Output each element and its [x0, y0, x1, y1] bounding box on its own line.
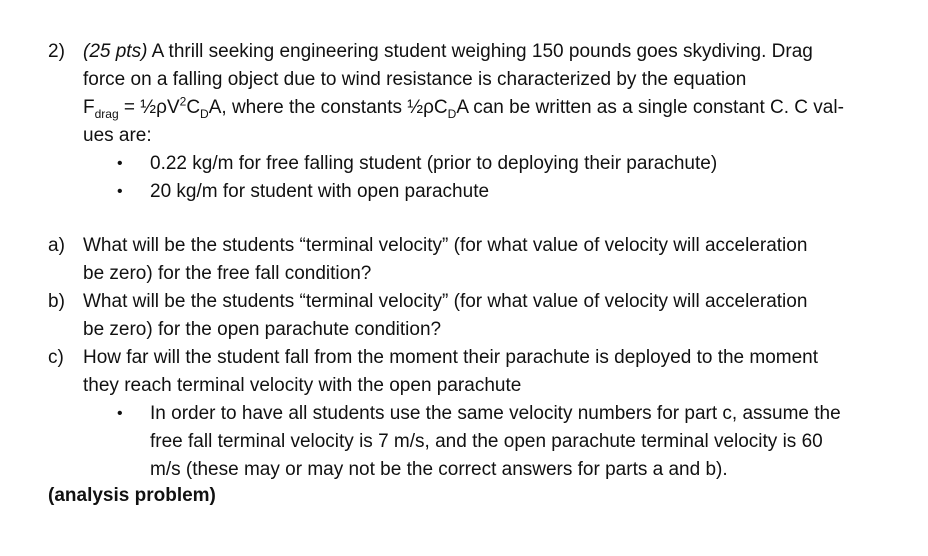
points-label: (25 pts)	[83, 41, 148, 62]
part-c-note-line-1: In order to have all students use the same velocity numbers for part c, assume the	[150, 403, 841, 424]
c-value-free-fall: 0.22 kg/m for free falling student (prior to deploying their parachute)	[150, 153, 718, 174]
part-b-line-1: What will be the students “terminal velocity” (for what value of velocity will acceleration	[83, 291, 808, 312]
bullet-icon: •	[117, 155, 123, 172]
part-b-label: b)	[48, 291, 65, 312]
eq-d-subscript-2: D	[447, 106, 457, 121]
part-a-label: a)	[48, 235, 65, 256]
part-b-line-2: be zero) for the open parachute condition?	[83, 319, 442, 340]
bullet-icon: •	[117, 405, 123, 422]
part-a-line-2: be zero) for the free fall condition?	[83, 263, 372, 284]
problem-intro-line-1	[83, 40, 813, 64]
drag-equation-line	[83, 96, 844, 120]
eq-rest: A, where the constants ½ρC	[208, 97, 448, 118]
part-a-line-1: What will be the students “terminal velocity” (for what value of velocity will acceleration	[83, 235, 808, 256]
part-c-label: c)	[48, 347, 64, 368]
eq-drag-subscript: drag	[94, 106, 119, 121]
eq-mid: = ½ρV	[118, 97, 180, 118]
problem-intro-line-2: force on a falling object due to wind resistance is characterized by the equation	[83, 69, 747, 90]
c-value-parachute: 20 kg/m for student with open parachute	[150, 181, 490, 202]
eq-d-subscript: D	[200, 106, 209, 121]
part-c-note-line-3: m/s (these may or may not be the correct answers for parts a and b).	[150, 459, 728, 480]
part-c-line-2: they reach terminal velocity with the open parachute	[83, 375, 522, 396]
bullet-icon: •	[117, 183, 123, 200]
part-c-line-1: How far will the student fall from the moment their parachute is deployed to the moment	[83, 347, 819, 368]
problem-intro-line-4: ues are:	[83, 125, 152, 146]
problem-number: 2)	[48, 41, 65, 62]
part-c-note-line-2: free fall terminal velocity is 7 m/s, and the open parachute terminal velocity is 60	[150, 431, 823, 452]
intro-text-1: A thrill seeking engineering student weighing 150 pounds goes skydiving. Drag	[147, 41, 813, 62]
analysis-problem-label: (analysis problem)	[48, 485, 216, 506]
eq-f: F	[83, 97, 95, 118]
eq-c: C	[186, 97, 201, 118]
eq-squared: 2	[179, 94, 187, 109]
eq-rest-2: A can be written as a single constant C. C val-	[456, 97, 844, 118]
